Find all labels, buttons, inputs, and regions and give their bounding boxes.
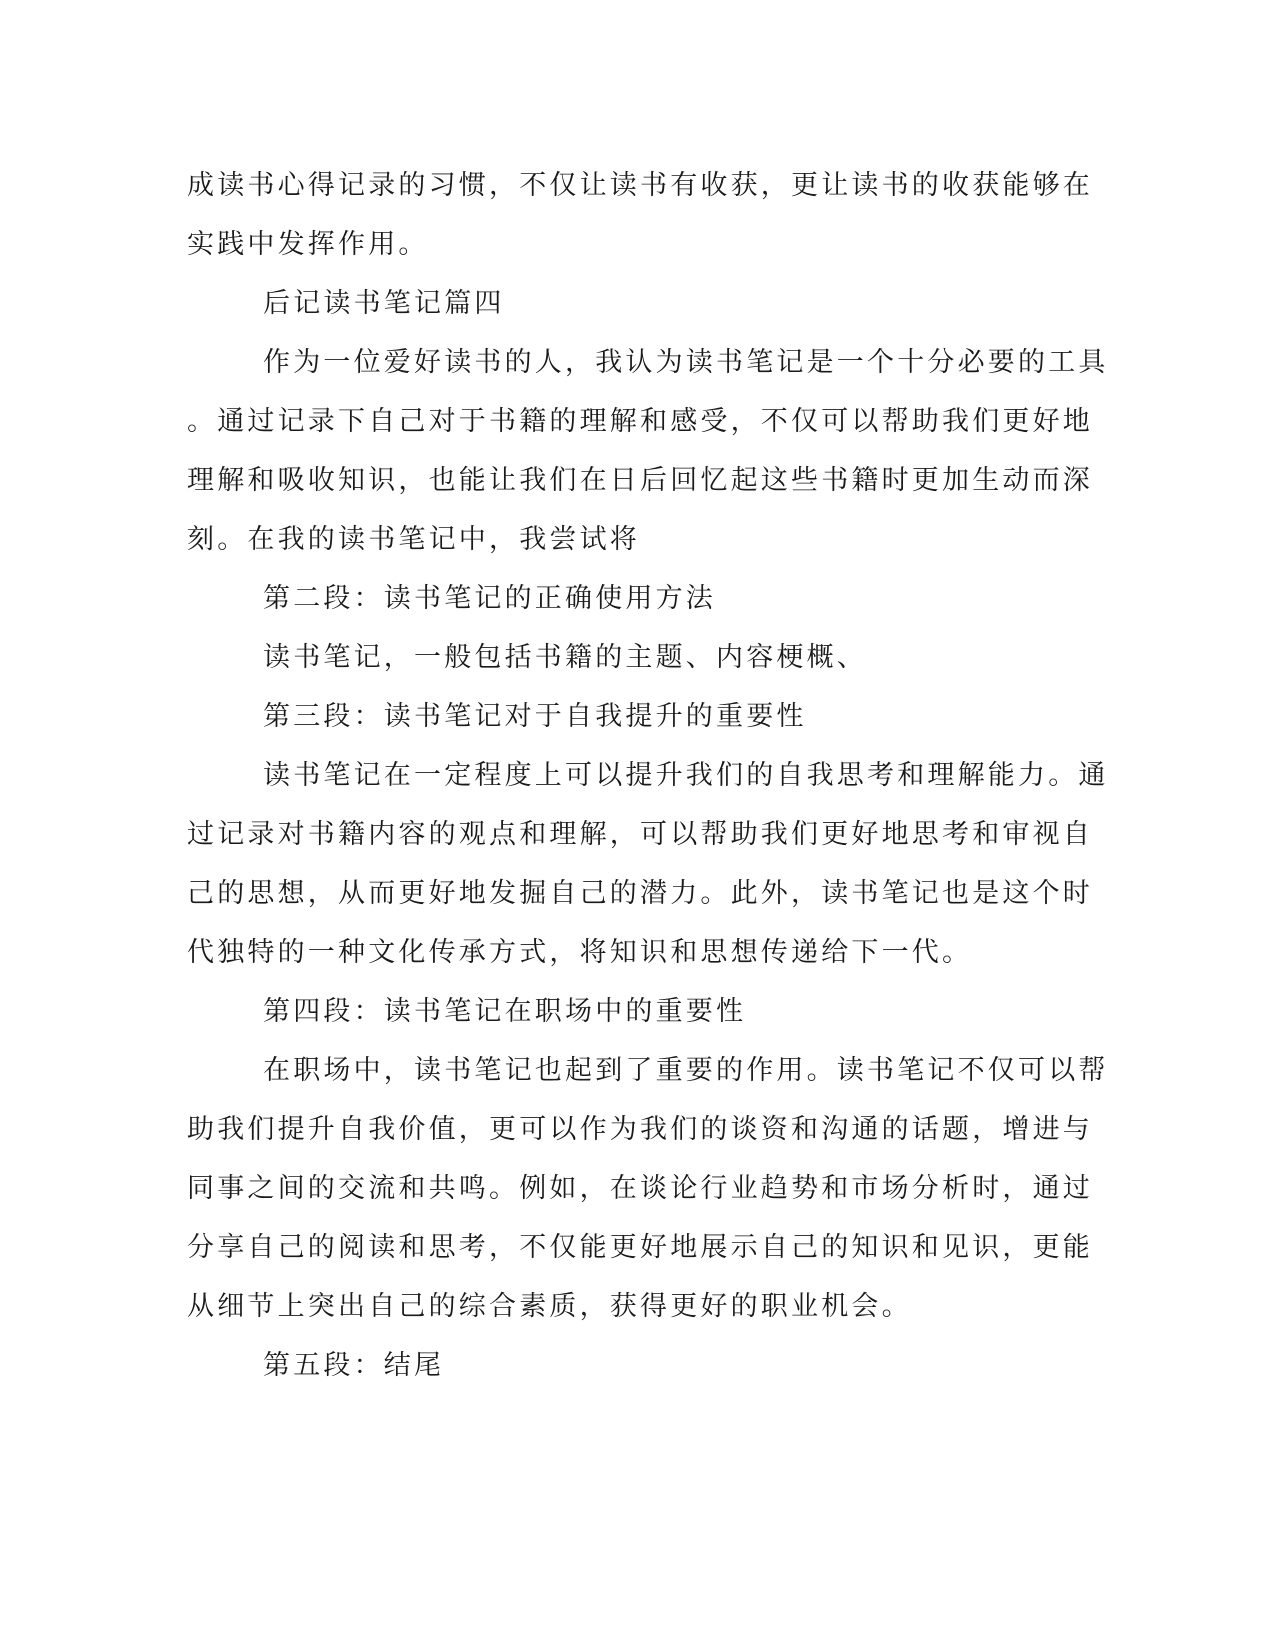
text-line: 过记录对书籍内容的观点和理解，可以帮助我们更好地思考和审视自 bbox=[187, 819, 1093, 850]
text-line: 代独特的一种文化传承方式，将知识和思想传递给下一代。 bbox=[187, 937, 973, 968]
text-line: 理解和吸收知识，也能让我们在日后回忆起这些书籍时更加生动而深 bbox=[187, 465, 1093, 496]
text-line: 刻。在我的读书笔记中，我尝试将 bbox=[187, 524, 640, 555]
section-heading: 第二段：读书笔记的正确使用方法 bbox=[263, 583, 716, 614]
text-line: 成读书心得记录的习惯，不仅让读书有收获，更让读书的收获能够在 bbox=[187, 170, 1093, 201]
text-line: 在职场中，读书笔记也起到了重要的作用。读书笔记不仅可以帮 bbox=[263, 1055, 1109, 1086]
section-heading: 后记读书笔记篇四 bbox=[263, 288, 505, 319]
section-heading: 第五段：结尾 bbox=[263, 1350, 445, 1381]
text-line: 己的思想，从而更好地发掘自己的潜力。此外，读书笔记也是这个时 bbox=[187, 878, 1093, 909]
text-line: 读书笔记在一定程度上可以提升我们的自我思考和理解能力。通 bbox=[263, 760, 1109, 791]
text-line: 同事之间的交流和共鸣。例如，在谈论行业趋势和市场分析时，通过 bbox=[187, 1173, 1093, 1204]
text-line: 作为一位爱好读书的人，我认为读书笔记是一个十分必要的工具 bbox=[263, 347, 1109, 378]
text-line: 分享自己的阅读和思考，不仅能更好地展示自己的知识和见识，更能 bbox=[187, 1232, 1093, 1263]
text-line: 读书笔记，一般包括书籍的主题、内容梗概、 bbox=[263, 642, 867, 673]
section-heading: 第四段：读书笔记在职场中的重要性 bbox=[263, 996, 747, 1027]
text-line: 。通过记录下自己对于书籍的理解和感受，不仅可以帮助我们更好地 bbox=[187, 406, 1093, 437]
text-line: 助我们提升自我价值，更可以作为我们的谈资和沟通的话题，增进与 bbox=[187, 1114, 1093, 1145]
text-line: 从细节上突出自己的综合素质，获得更好的职业机会。 bbox=[187, 1291, 912, 1322]
section-heading: 第三段：读书笔记对于自我提升的重要性 bbox=[263, 701, 807, 732]
document-body bbox=[187, 156, 1109, 1395]
text-line: 实践中发挥作用。 bbox=[187, 229, 429, 260]
